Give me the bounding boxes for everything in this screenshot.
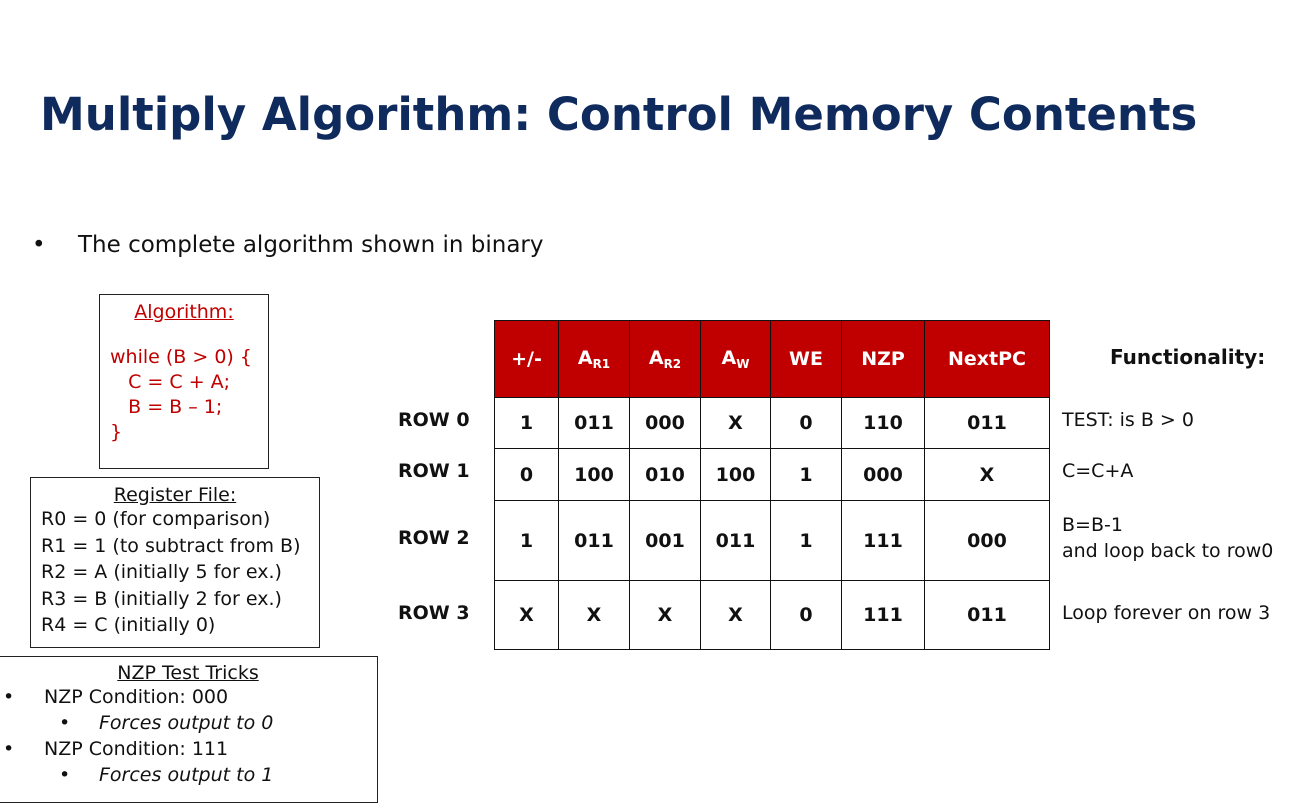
table-cell: 1 — [495, 398, 559, 449]
nzp-condition-item — [0, 684, 377, 710]
table-cell: 0 — [771, 581, 842, 650]
functionality-text: C=C+A — [1062, 460, 1134, 482]
row-label: ROW 3 — [398, 602, 470, 624]
nzp-effect-item — [0, 710, 377, 736]
column-header-we: WE — [771, 321, 842, 398]
functionality-text: and loop back to row0 — [1062, 540, 1274, 562]
table-cell: 1 — [495, 501, 559, 581]
nzp-effect-text: Forces output to 0 — [99, 712, 274, 734]
column-header-nextpc: NextPC — [925, 321, 1050, 398]
nzp-effect-text: Forces output to 1 — [99, 764, 274, 786]
table-cell: 000 — [925, 501, 1050, 581]
table-cell: 011 — [925, 398, 1050, 449]
table-cell: 011 — [701, 501, 771, 581]
column-header-ar1: $A_{R1}$ — [559, 321, 630, 398]
table-cell: 1 — [771, 449, 842, 501]
bullet-marker: • — [59, 764, 71, 786]
column-header-add-sub: +/- — [495, 321, 559, 398]
row-label: ROW 0 — [398, 409, 470, 431]
table-cell: 111 — [842, 501, 925, 581]
algorithm-header: Algorithm: — [134, 301, 234, 323]
bullet-marker: • — [32, 232, 46, 258]
table-cell: 100 — [701, 449, 771, 501]
register-line: R3 = B (initially 2 for ex.) — [41, 587, 282, 610]
table-cell: 011 — [925, 581, 1050, 650]
functionality-text: B=B-1 — [1062, 514, 1123, 536]
table-cell: X — [495, 581, 559, 650]
intro-bullet — [32, 232, 543, 258]
algorithm-box — [99, 294, 269, 469]
algorithm-code: while (B > 0) { C = C + A; B = B – 1; } — [110, 346, 252, 443]
nzp-condition-item — [0, 736, 377, 762]
table-cell: 011 — [559, 501, 630, 581]
table-cell: X — [701, 581, 771, 650]
nzp-condition-text: NZP Condition: 000 — [44, 686, 229, 708]
functionality-text: TEST: is B > 0 — [1062, 409, 1194, 431]
register-file-header: Register File: — [113, 484, 237, 506]
bullet-marker: • — [59, 712, 71, 734]
bullet-marker: • — [3, 738, 15, 760]
functionality-text: Loop forever on row 3 — [1062, 602, 1271, 624]
row-label: ROW 2 — [398, 527, 470, 549]
slide-title: Multiply Algorithm: Control Memory Contents — [40, 88, 1198, 141]
table-cell: X — [701, 398, 771, 449]
bullet-text: The complete algorithm shown in binary — [78, 232, 544, 258]
table-cell: 100 — [559, 449, 630, 501]
table-cell: X — [630, 581, 701, 650]
table-cell: 000 — [842, 449, 925, 501]
register-line: R4 = C (initially 0) — [41, 614, 216, 636]
functionality-header: Functionality: — [1110, 345, 1266, 369]
bullet-marker: • — [3, 686, 15, 708]
table-cell: 0 — [495, 449, 559, 501]
register-line: R2 = A (initially 5 for ex.) — [41, 561, 282, 583]
table-row — [495, 581, 1050, 650]
nzp-effect-item — [0, 762, 377, 788]
table-cell: 1 — [771, 501, 842, 581]
table-cell: 0 — [771, 398, 842, 449]
row-label: ROW 1 — [398, 460, 470, 482]
table-cell: 111 — [842, 581, 925, 650]
table-row — [495, 501, 1050, 581]
register-line: R0 = 0 (for comparison) — [41, 508, 271, 530]
table-header-row — [495, 321, 1050, 398]
table-cell: 010 — [630, 449, 701, 501]
table-cell: 000 — [630, 398, 701, 449]
table-row — [495, 449, 1050, 501]
control-memory-table — [494, 320, 1050, 650]
table-cell: X — [925, 449, 1050, 501]
table-cell: 011 — [559, 398, 630, 449]
table-row — [495, 398, 1050, 449]
column-header-nzp: NZP — [842, 321, 925, 398]
table-cell: 110 — [842, 398, 925, 449]
register-line: R1 = 1 (to subtract from B) — [41, 534, 301, 557]
nzp-tricks-header: NZP Test Tricks — [117, 662, 259, 684]
register-file-box — [30, 477, 320, 648]
column-header-ar2: $A_{R2}$ — [630, 321, 701, 398]
nzp-condition-text: NZP Condition: 111 — [44, 738, 229, 760]
column-header-aw: $A_W$ — [701, 321, 771, 398]
table-cell: 001 — [630, 501, 701, 581]
table-cell: X — [559, 581, 630, 650]
nzp-tricks-box — [0, 656, 378, 803]
